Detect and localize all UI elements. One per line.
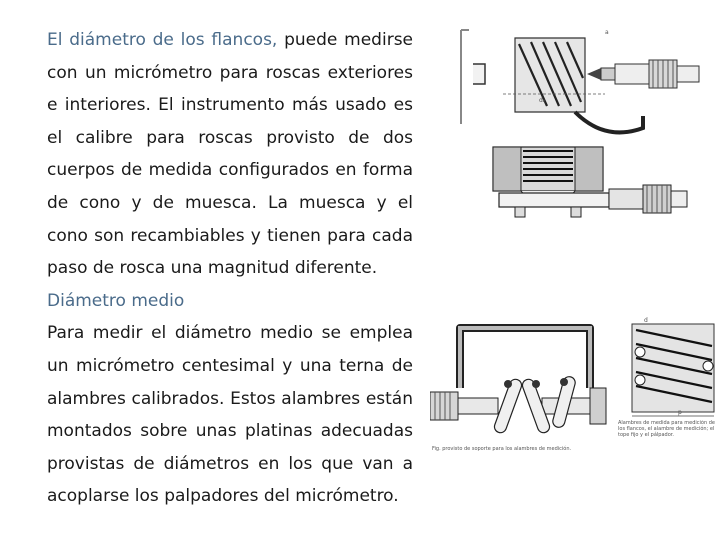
lead-phrase: El diámetro de los flancos, [47, 30, 278, 50]
paragraph-flank-diameter [47, 24, 413, 285]
label-d: d [644, 317, 648, 324]
caption-wire-holder: Fig. provisto de soporte para los alambres de medición. [432, 446, 572, 452]
text-column [47, 24, 413, 513]
three-wire-figure [618, 316, 718, 466]
label-a: a [605, 29, 609, 36]
caption-three-wire: Alambres de medida para medición de los flancos, el alambre de medición; el tope fijo y el pálpador. [618, 420, 715, 438]
paragraph-pitch-diameter: Para medir el diámetro medio se emplea un micrómetro centesimal y una terna de alambres calibrados. Estos alambres están montados sobre unas platinas adecuadas provistas de diámetros en los que van a acoplarse los palpadores del micrómetro. [47, 323, 413, 507]
thread-caliper-drawing [485, 145, 690, 220]
label-p: p [678, 409, 682, 416]
thread-micrometer-drawing [455, 24, 715, 142]
section-heading: Diámetro medio [47, 290, 185, 311]
three-wire-drawing [618, 316, 718, 466]
wire-holder-micrometer-figure [430, 318, 620, 458]
label-d2: d₂ [539, 97, 546, 104]
thread-micrometer-figure [455, 24, 715, 142]
paragraph-body: puede medirse con un micrómetro para roscas exteriores e interiores. El instrumento más usado es el calibre para roscas provisto de dos cuerpos de medida configurados en forma de cono y de muesca. La muesca y el cono son recambiables y tienen para cada paso de rosca una magnitud diferente. [47, 30, 414, 279]
wire-holder-micrometer-drawing [430, 318, 620, 458]
thread-caliper-figure [485, 145, 690, 220]
